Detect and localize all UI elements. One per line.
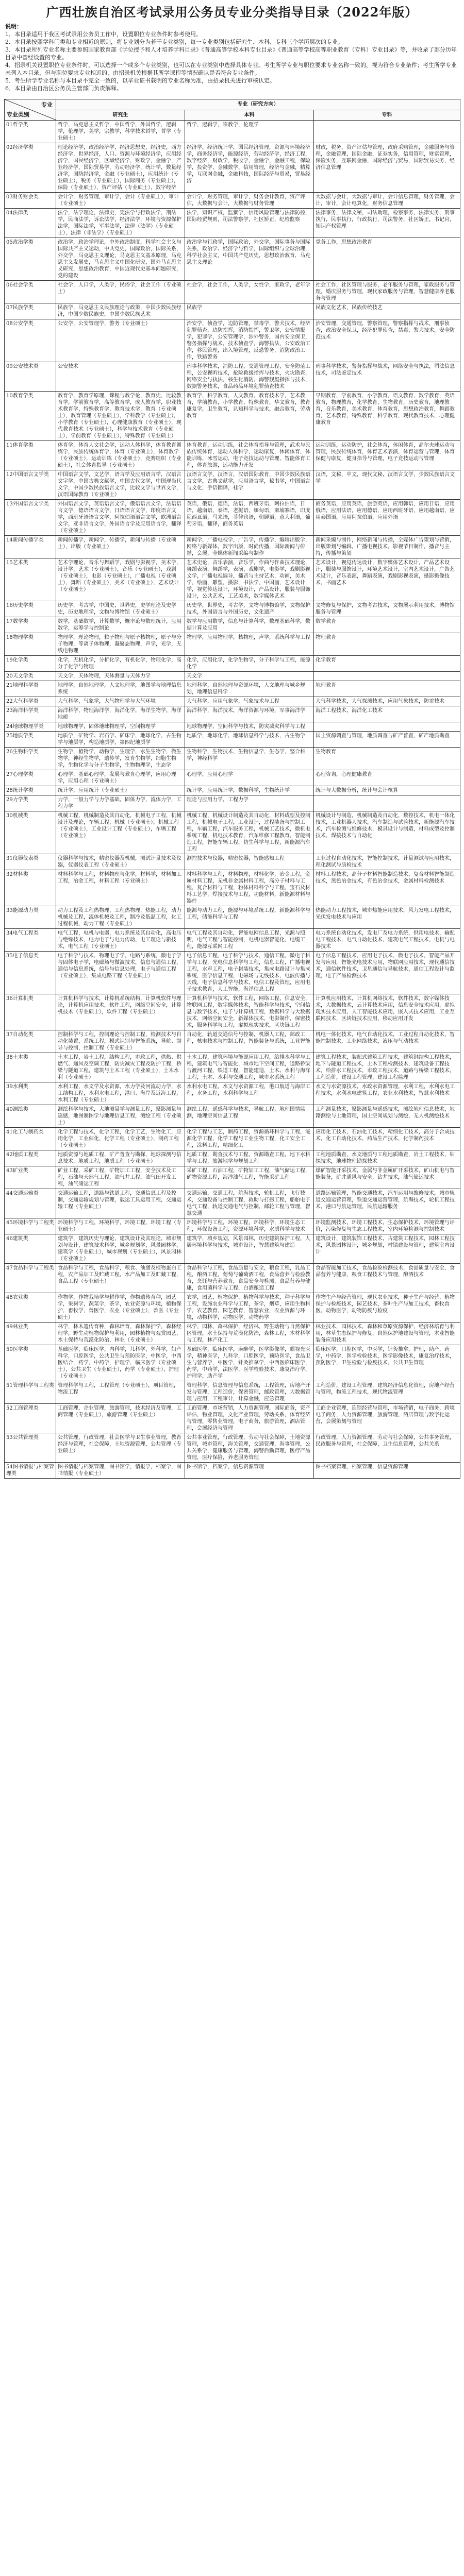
graduate-cell: 政治学，政治学理论，中外政治制度，科学社会主义与国际共产主义运动，中共党史，国际政治，国际关系，外交学，马克思主义理论，马克思主义基本原理，马克思主义发展史，马克思主义中国化研究，国外马克思主义研究，思想政治教育，中国近现代史基本问题研究，党的建设 [56,238,185,281]
table-row [5,633,460,656]
bachelor-cell: 体育教育，运动训练，社会体育指导与管理，武术与民族传统体育，运动人体科学，运动康复，休闲体育，体能训练，冰雪运动，电子竞技运动与管理，智能体育工程，体育旅游，运动能力开发 [185,441,314,470]
bachelor-cell: 化学工程与工艺，制药工程，资源循环科学与工程，能源化学工程，化学工程与工业生物工程，化工安全工程，涂料工程，精细化工 [185,1128,314,1150]
table-row [5,1404,460,1433]
bachelor-cell: 环境科学与工程，环境工程，环境科学，环境生态工程，环保设备工程，资源环境科学，水质科学与技术 [185,1218,314,1234]
table-row [5,656,460,672]
bachelor-cell: 经济学，经济统计学，国民经济管理，资源与环境经济学，商务经济学，能源经济，劳动经济学，经济工程，数字经济，财政学，税收学，金融学，金融工程，保险学，投资学，金融数学，信用管理，经济与金融，精算学，互联网金融，金融科技，国际经济与贸易，贸易经济 [185,143,314,193]
associate-cell: 新闻采编与制作，网络新闻与传播，全媒体广告策划与营销，出版策划与编辑，广播电视技术，影视节目制作，播音与主持，传播与策划 [314,536,460,558]
category-cell: 14新闻传播学类 [5,536,56,558]
graduate-cell: 化学，无机化学，分析化学，有机化学，物理化学，高分子化学与物理 [56,656,185,672]
category-cell: 32材料类 [5,870,56,906]
category-cell: 28统计学类 [5,786,56,795]
graduate-cell: 体育学，体育人文社会学，运动人体科学，体育教育训练学，民族传统体育学，体育（专业硕士），体育教学（专业硕士），运动训练（专业硕士），竞赛组织（专业硕士），社会体育指导（专业硕士） [56,441,185,470]
graduate-cell: 物理学，理论物理，粒子物理与原子核物理，原子与分子物理，等离子体物理，凝聚态物理，声学，光学，无线电物理 [56,633,185,656]
table-row [5,1053,460,1082]
category-cell: 30机械类 [5,811,56,854]
graduate-cell: 食品科学与工程，食品科学，粮食、油脂及植物蛋白工程，农产品加工及贮藏工程，水产品加工及贮藏工程，食品工程（专业硕士） [56,1264,185,1293]
table-row [5,362,460,392]
table-row [5,281,460,303]
table-row [5,732,460,748]
bachelor-cell: 农学，园艺，植物保护，植物科学与技术，种子科学与工程，设施农业科学与工程，茶学，烟草，应用生物科学，农艺教育，园艺教育，智慧农业，农业资源与环境，动物科学，动物医学，动物药学 [185,1293,314,1323]
category-cell: 39水利类 [5,1082,56,1105]
table-row [5,952,460,994]
bachelor-cell: 治安学，侦查学，边防管理，禁毒学，警犬技术，经济犯罪侦查，边防指挥，消防指挥，警卫学，公安情报学，犯罪学，公安管理学，涉外警务，国内安全保卫，警务指挥与战术，技术侦查学，海警执法，公安政治工作，移民管理，出入境管理，反恐警务，消防政治工作，铁路警务 [185,319,314,362]
table-row [5,870,460,906]
category-cell: 21地理科学类 [5,681,56,697]
header-associate: 专科 [314,110,460,121]
bachelor-cell: 电子信息工程，电子科学与技术，通信工程，微电子科学与工程，光电信息科学与工程，信息工程，广播电视工程，水声工程，电子封装技术，集成电路设计与集成系统，医学信息工程，电磁场与无线技术，电波传播与天线，电子信息科学与技术，电信工程及管理，应用电子技术教育，人工智能，海洋信息工程 [185,952,314,994]
table-row [5,319,460,362]
table-row [5,811,460,854]
category-cell: 46建筑类 [5,1234,56,1264]
category-cell: 53公共管理类 [5,1433,56,1463]
catalog-table [4,99,460,1479]
associate-cell: 文物修复与保护，文物考古技术，文物展示利用技术，博物馆服务与管理 [314,601,460,617]
bachelor-cell: 图书馆学，档案学，信息资源管理 [185,1463,314,1479]
table-row [5,1463,460,1479]
graduate-cell: 地质学，矿物学、岩石学、矿床学，地球化学，古生物学与地层学，构造地质学，第四纪地质学 [56,732,185,748]
associate-cell: 食品智能加工技术，食品检验检测技术，食品质量与安全，食品营养与健康，粮食工程技术与管理，酿酒技术 [314,1264,460,1293]
graduate-cell: 控制科学与工程，控制理论与控制工程，检测技术与自动化装置，系统工程，模式识别与智能系统，导航、制导与控制，控制工程（专业硕士） [56,1030,185,1053]
table-row [5,238,460,281]
associate-cell: 财政，税务，资产评估与管理，政府采购管理，金融服务与管理，金融管理，国际金融，证券实务，信用管理，财富管理，保险实务，互联网金融，国际经济与贸易，国际贸易实务，经济信息管理 [314,143,460,193]
table-row [5,929,460,952]
associate-cell: 法律事务，法律文秘，司法助理，检察事务，法律实务，刑事执行，民事执行，行政执行，司法警务，社区矫正，书记官，知识产权管理 [314,209,460,238]
bachelor-cell: 物理学，应用物理学，核物理，声学，系统科学与工程 [185,633,314,656]
table-header-row [5,99,460,110]
note-line: 3．本目录所列专业名称主要参照国家教育部《学位授予和人才培养学科目录》《普通高等学校本科专业目录》《普通高等学校高等职业教育（专科）专业目录》等，并收录了部分历年目录中曾经设置的专业。 [5,46,457,61]
associate-cell: 物理教育 [314,633,460,656]
bachelor-cell: 理论与应用力学，工程力学 [185,795,314,811]
associate-cell: 水文与水资源技术，水政水资源管理，水利工程，水利水电工程技术，水利水电建筑工程，农业水利技术，智慧水利技术 [314,1082,460,1105]
category-cell: 11体育学类 [5,441,56,470]
bachelor-cell: 心理学，应用心理学 [185,770,314,786]
associate-cell [314,795,460,811]
graduate-cell: 图书情报与档案管理，图书馆学，情报学，档案学，图书情报（专业硕士） [56,1463,185,1479]
graduate-cell: 化学工程与技术，化学工程，化学工艺，生物化工，应用化学，工业催化，化学工程（专业硕士），制药工程（专业硕士） [56,1128,185,1150]
category-cell: 09公安技术类 [5,362,56,392]
bachelor-cell: 社会学，社会工作，人类学，女性学，家政学，老年学 [185,281,314,303]
associate-cell: 化学教育 [314,656,460,672]
associate-cell: 艺术设计，视觉传达设计，数字媒体艺术设计，产品艺术设计，服装与服饰设计，环境艺术设计，室内艺术设计，广告艺术设计，音乐表演，舞蹈表演，戏剧影视表演，摄影摄像技术，书画艺术 [314,558,460,601]
table-row [5,1150,460,1166]
graduate-cell: 民族学，马克思主义民族理论与政策，中国少数民族经济，中国少数民族史，中国少数民族艺术 [56,303,185,319]
category-cell: 25地质学类 [5,732,56,748]
note-line: 6．本目录由自治区公务员主管部门负责解释。 [5,85,122,92]
graduate-cell: 工商管理，企业管理，旅游管理，技术经济及管理，工商管理（专业硕士），旅游管理（专业硕士） [56,1404,185,1433]
note-line: 2．本目录按照学科门类和专业相近的原则，将专业划分为若干专业类别，每一专业类别包括研究生、本科、专科三个学历层次的专业。 [5,39,343,45]
bachelor-cell: 大气科学，应用气象学，气象技术与工程 [185,697,314,706]
graduate-cell: 天文学，天体物理，天体测量与天体力学 [56,672,185,681]
graduate-cell: 矿业工程，采矿工程，矿物加工工程，安全技术及工程，石油与天然气工程，油气井工程，油气田开发工程，油气储运工程 [56,1166,185,1189]
note-line: 4．招录机关设置职位专业条件时，可以选择一个或多个专业类别，也可以在专业类别中选择具体专业。考生所学专业与职位要求专业名称一致的，视为符合专业条件；考生所学专业未列入本目录，但与职位要求专业相近的，由招录机关根据其所学课程等情况确认是否符合专业条件。 [5,62,457,76]
category-cell: 47食品科学与工程类 [5,1264,56,1293]
bachelor-cell: 天文学 [185,672,314,681]
bachelor-cell: 林学，园林，森林保护，经济林，野生动物与自然保护区管理，水土保持与荒漠化防治，森林工程，木材科学与工程，林产化工 [185,1323,314,1345]
graduate-cell: 土木工程，岩土工程，结构工程，市政工程，供热、供燃气、通风及空调工程，防灾减灾工程及防护工程，桥梁与隧道工程，建筑与土木工程（专业硕士），土木水利（专业硕士） [56,1053,185,1082]
table-row [5,1264,460,1293]
associate-cell: 建筑设计，建筑装饰工程技术，古建筑工程技术，园林工程技术，风景园林设计，城乡规划，村镇建设与管理，建筑室内设计 [314,1234,460,1264]
graduate-cell: 机械工程，机械制造及其自动化，机械电子工程，机械设计及理论，车辆工程，机械（专业硕士），机械工程（专业硕士），工业设计工程（专业硕士），车辆工程（专业硕士） [56,811,185,854]
category-cell: 05政治学类 [5,238,56,281]
bachelor-cell: 工商管理，市场营销，人力资源管理，国际商务，资产评估，物业管理，文化产业管理，劳动关系，体育经济与管理，零售业管理，电子商务，旅游管理，酒店管理，会展经济与管理 [185,1404,314,1433]
category-cell: 15艺术类 [5,558,56,601]
category-cell: 18物理学类 [5,633,56,656]
bachelor-cell: 管理科学，信息管理与信息系统，工程管理，房地产开发与管理，工程造价，保密管理，邮政管理，大数据管理与应用，工程审计，计算金融，应急管理 [185,1381,314,1404]
category-cell: 13外国语言文学类 [5,500,56,536]
category-cell: 06社会学类 [5,281,56,303]
bachelor-cell: 电气工程及其自动化，智能电网信息工程，光源与照明，电气工程与智能控制，电机电器智能化，电缆工程，能源互联网工程 [185,929,314,952]
associate-cell: 数学教育 [314,617,460,633]
category-cell: 43矿业类 [5,1166,56,1189]
table-row [5,1381,460,1404]
table-row [5,770,460,786]
catalog-body [5,121,460,1479]
graduate-cell: 统计学，应用统计（专业硕士） [56,786,185,795]
category-cell: 50医学类 [5,1345,56,1381]
bachelor-cell: 法学，知识产权，监狱学，信用风险管理与法律防控，国际经贸规则，司法警察学，社区矫正，纪检监察 [185,209,314,238]
table-row [5,854,460,870]
bachelor-cell: 水利水电工程，水文与水资源工程，港口航道与海岸工程，水务工程，水利科学与工程 [185,1082,314,1105]
category-cell: 41化工与制药类 [5,1128,56,1150]
table-row [5,1030,460,1053]
associate-cell: 海洋工程技术，海洋化工技术 [314,706,460,722]
associate-cell [314,722,460,732]
table-row [5,303,460,319]
graduate-cell: 作物学，作物栽培学与耕作学，作物遗传育种，园艺学，果树学，蔬菜学，茶学，农业资源与环境，植物保护，畜牧学，兽医学，农业（专业硕士），兽医（专业硕士） [56,1293,185,1323]
bachelor-cell: 汉语言文学，汉语言，汉语国际教育，中国少数民族语言文学，古典文献学，应用语言学，秘书学，中国语言与文化，手语翻译，桂学 [185,470,314,500]
graduate-cell: 法学，法学理论，法律史，宪法学与行政法学，刑法学，民商法学，诉讼法学，经济法学，环境与资源保护法学，国际法学，军事法学，法律（法学）（专业硕士），法律（非法学）（专业硕士） [56,209,185,238]
associate-cell: 统计与大数据分析，统计与会计核算 [314,786,460,795]
page-title: 广西壮族自治区考试录用公务员专业分类指导目录（2022年版） [46,5,418,20]
graduate-cell: 哲学，马克思主义哲学，中国哲学，外国哲学，逻辑学，伦理学，美学，宗教学，科学技术哲学，哲学（专业硕士） [56,121,185,143]
table-row [5,558,460,601]
table-row [5,601,460,617]
graduate-cell: 力学，一般力学与力学基础，固体力学，流体力学，工程力学 [56,795,185,811]
associate-cell: 机电一体化技术，电气自动化技术，工业过程自动化技术，智能控制技术，工业网络技术，液压与气动技术 [314,1030,460,1053]
bachelor-cell: 能源与动力工程，能源与环境系统工程，新能源科学与工程，储能科学与工程 [185,906,314,929]
graduate-cell: 心理学，基础心理学，发展与教育心理学，应用心理学，应用心理（专业硕士） [56,770,185,786]
associate-cell: 运动训练，运动防护，社会体育，休闲体育，高尔夫球运动与管理，民族传统体育，体育艺术表演，体育运营与管理，体育保健与康复，健身指导与管理，电子竞技运动与管理 [314,441,460,470]
table-row [5,470,460,500]
bachelor-cell: 公共事业管理，行政管理，劳动与社会保障，土地资源管理，城市管理，海关管理，交通管理，海事管理，公共关系学，健康服务与管理，海警后勤管理，医疗产品管理，医疗保险，养老服务管理 [185,1433,314,1463]
table-row [5,994,460,1030]
graduate-cell: 公共管理，行政管理，社会医学与卫生事业管理，教育经济与管理，社会保障，土地资源管理，公共管理（专业硕士） [56,1433,185,1463]
graduate-cell: 电气工程，电机与电器，电力系统及其自动化，高电压与绝缘技术，电力电子与电力传动，电工理论与新技术，电气工程（专业硕士） [56,929,185,952]
graduate-cell: 会计学，财务管理，审计学，会计（专业硕士），审计（专业硕士） [56,193,185,209]
diagonal-label-category: 专业类别 [7,111,29,118]
category-cell: 26生物科学类 [5,748,56,770]
graduate-cell: 生物学，植物学，动物学，生理学，水生生物学，微生物学，神经生物学，遗传学，发育生物学，细胞生物学，生物化学与分子生物学，生物物理学，生态学 [56,748,185,770]
category-cell: 12中国语言文学类 [5,470,56,500]
associate-cell: 国土资源调查与管理，地质调查与矿产普查，矿产地质勘查 [314,732,460,748]
table-row [5,786,460,795]
associate-cell: 工业过程自动化技术，智能控制技术，计量测试与应用技术，理化测试与质检技术 [314,854,460,870]
category-cell: 49林业类 [5,1323,56,1345]
associate-cell: 工商企业管理，连锁经营与管理，市场营销，电子商务，跨境电子商务，人力资源管理，旅游管理，酒店管理与数字化运营，会展策划与管理 [314,1404,460,1433]
notes-heading: 说明： [5,23,22,30]
bachelor-cell: 会计学，财务管理，审计学，财务会计教育，资产评估，大数据与会计，大数据与财务管理 [185,193,314,209]
associate-cell [314,672,460,681]
category-cell: 02经济学类 [5,143,56,193]
category-cell: 24地球物理学类 [5,722,56,732]
table-row [5,193,460,209]
graduate-cell: 测绘科学与技术，大地测量学与测量工程，摄影测量与遥感，地图制图学与地理信息工程，测绘工程（专业硕士） [56,1105,185,1128]
graduate-cell: 水利工程，水文学及水资源，水力学及河流动力学，水工结构工程，水利水电工程，港口、海岸及近海工程，水利工程（专业硕士） [56,1082,185,1105]
table-row [5,143,460,193]
category-cell: 17数学类 [5,617,56,633]
table-row [5,681,460,697]
graduate-cell: 中国语言文学，文艺学，语言学及应用语言学，汉语言文字学，中国古典文献学，中国古代文学，中国现当代文学，中国少数民族语言文学，比较文学与世界文学，汉语国际教育（专业硕士） [56,470,185,500]
associate-cell: 刑事科学技术，警务指挥与战术，网络安全与执法，司法信息技术，司法鉴定技术 [314,362,460,392]
category-cell: 44交通运输类 [5,1189,56,1218]
graduate-cell: 交通运输工程，道路与铁道工程，交通信息工程及控制，交通运输规划与管理，载运工具运用工程，交通运输工程（专业硕士） [56,1189,185,1218]
associate-cell: 地理教育 [314,681,460,697]
associate-cell: 机械设计与制造，机械制造及自动化，数控技术，机电一体化技术，工业机器人技术，汽车制造与试验技术，新能源汽车技术，汽车检测与维修技术，模具设计与制造，材料成型及控制技术，焊接技术与自动化 [314,811,460,854]
bachelor-cell: 艺术史论，音乐表演，音乐学，作曲与作曲技术理论，舞蹈表演，舞蹈学，表演，戏剧学，电影学，戏剧影视文学，广播电视编导，播音与主持艺术，动画，美术学，绘画，雕塑，摄影，书法学，中国画，艺术设计学，视觉传达设计，环境设计，产品设计，服装与服饰设计，公共艺术，工艺美术，数字媒体艺术 [185,558,314,601]
category-cell: 51管理科学与工程类 [5,1381,56,1404]
associate-cell: 林业技术，园林技术，森林和草原资源保护，经济林培育与利用，林草生态保护与修复，自然保护地建设与管理，木业智能装备应用技术 [314,1323,460,1345]
bachelor-cell: 计算机科学与技术，软件工程，网络工程，信息安全，物联网工程，数字媒体技术，智能科学与技术，空间信息与数字技术，电子与计算机工程，数据科学与大数据技术，网络空间安全，新媒体技术，电影制作，保密技术，服务科学与工程，虚拟现实技术，区块链工程 [185,994,314,1030]
table-row [5,500,460,536]
table-row [5,697,460,706]
table-row [5,1218,460,1234]
associate-cell: 图书档案管理，档案管理，信息资源管理 [314,1463,460,1479]
associate-cell: 党务工作，思想政治教育 [314,238,460,281]
graduate-cell: 大气科学，气象学，大气物理学与大气环境 [56,697,185,706]
bachelor-cell: 刑事科学技术，消防工程，交通管理工程，安全防范工程，公安视听技术，抢险救援指挥与技术，火灾勘查，网络安全与执法，核生化消防，海警舰艇指挥与技术，数据警务技术，食品药品环境犯罪侦查技术 [185,362,314,392]
bachelor-cell: 食品科学与工程，食品质量与安全，粮食工程，乳品工程，酿酒工程，葡萄与葡萄酒工程，食品营养与检验教育，烹饪与营养教育，食品安全与检测，食品营养与健康，食用菌科学与工程，白酒酿造工程 [185,1264,314,1293]
table-row [5,906,460,929]
bachelor-cell: 生物科学，生物技术，生物信息学，生态学，整合科学，神经科学 [185,748,314,770]
bachelor-cell: 地质学，地球化学，地球信息科学与技术，古生物学 [185,732,314,748]
associate-cell: 行政管理，人力资源管理，劳动与社会保障，公共事务管理，民政服务与管理，社会保障，卫生信息管理，公共关系 [314,1433,460,1463]
table-row [5,1323,460,1345]
graduate-cell: 动力工程及工程热物理，工程热物理，热能工程，动力机械及工程，流体机械及工程，制冷及低温工程，化工过程机械，动力工程（专业硕士） [56,906,185,929]
bachelor-cell: 英语，俄语，德语，法语，西班牙语，阿拉伯语，日语，越南语，泰语，老挝语，缅甸语，柬埔寨语，印度尼西亚语，马来语，菲律宾语，朝鲜语，意大利语，葡萄牙语，翻译，商务英语 [185,500,314,536]
graduate-cell: 地质资源与地质工程，矿产普查与勘探，地球探测与信息技术，地质工程，地质工程（专业硕士） [56,1150,185,1166]
header-graduate: 研究生 [56,110,185,121]
table-row [5,748,460,770]
graduate-cell: 历史学，考古学，中国史，世界史，史学理论及史学史，历史地理学，文物与博物馆（专业硕士） [56,601,185,617]
associate-cell: 大数据与会计，大数据与审计，会计信息管理，财务管理，会计，审计，会计电算化，财务信息管理 [314,193,460,209]
category-cell: 22大气科学类 [5,697,56,706]
bachelor-cell: 测绘工程，遥感科学与技术，导航工程，地理国情监测，地理空间信息工程 [185,1105,314,1128]
associate-cell: 商务英语，应用英语，旅游英语，应用韩语，应用日语，应用俄语，应用法语，应用德语，应用西班牙语，应用越南语，应用泰国语，应用阿拉伯语，应用外语 [314,500,460,536]
category-cell: 34电气工程类 [5,929,56,952]
category-cell: 20天文学类 [5,672,56,681]
table-row [5,706,460,722]
bachelor-cell: 土木工程，建筑环境与能源应用工程，给排水科学与工程，建筑电气与智能化，城市地下空间工程，道路桥梁与渡河工程，铁道工程，智能建造，土木、水利与海洋工程，土木、水利与交通工程，城市水系统工程 [185,1053,314,1082]
associate-cell: 电子信息工程技术，应用电子技术，微电子技术，智能产品开发与应用，智能光电技术应用，物联网应用技术，现代通信技术，通信软件技术，卫星通信与导航技术，通信工程设计与监理，电子产品检测技术 [314,952,460,994]
category-cell: 52工商管理类 [5,1404,56,1433]
category-cell: 16历史学类 [5,601,56,617]
graduate-cell: 外国语言文学，英语语言文学，俄语语言文学，法语语言文学，德语语言文学，日语语言文学，印度语言文学，西班牙语语言文学，阿拉伯语语言文学，欧洲语言文学，亚非语言文学，外国语言学及应用语言学，翻译（专业硕士） [56,500,185,536]
bachelor-cell: 建筑学，城乡规划，风景园林，历史建筑保护工程，人居环境科学与技术，城市设计，智慧建筑与建造 [185,1234,314,1264]
associate-cell: 计算机应用技术，计算机网络技术，软件技术，数字媒体技术，大数据技术，云计算技术应用，信息安全技术应用，虚拟现实技术应用，人工智能技术应用，嵌入式技术应用，工业互联网技术，区块链技术应用，移动应用开发 [314,994,460,1030]
associate-cell: 治安管理，交通管理，警察管理，警察指挥与战术，刑事侦查，政治安全保卫，经济犯罪侦查，禁毒，警犬技术，安全防范技术 [314,319,460,362]
associate-cell: 环境监测技术，环境工程技术，生态保护技术，环境管理与评价，污染修复与生态工程技术，室内环境检测与控制技术 [314,1218,460,1234]
associate-cell: 煤矿智能开采技术，金属与非金属矿开采技术，矿山机电与智能装备，矿井通风与安全，钻井技术，油气储运技术 [314,1166,460,1189]
bachelor-cell: 政治学与行政学，国际政治，外交学，国际事务与国际关系，政治学、经济学与哲学，国际组织与全球治理，科学社会主义，中国共产党历史，思想政治教育，马克思主义理论 [185,238,314,281]
category-cell: 54图书情报与档案管理类 [5,1463,56,1479]
graduate-cell: 公安技术 [56,362,185,392]
graduate-cell: 地理学，自然地理学，人文地理学，地图学与地理信息系统 [56,681,185,697]
graduate-cell: 基础医学，临床医学，内科学，儿科学，外科学，妇产科学，口腔医学，公共卫生与预防医学，中医学，中西医结合，药学，中药学，护理学，临床医学（专业硕士），公共卫生（专业硕士），药学（专业硕士），护理（专业硕士） [56,1345,185,1381]
bachelor-cell: 地球物理学，空间科学与技术，防灾减灾科学与工程 [185,722,314,732]
bachelor-cell: 材料科学与工程，材料物理，材料化学，冶金工程，金属材料工程，无机非金属材料工程，高分子材料与工程，复合材料与工程，粉体材料科学与工程，宝石及材料工艺学，焊接技术与工程，功能材料，新能源材料与器件 [185,870,314,906]
note-line: 5．考生所学专业名称与本目录不完全一致的，以毕业证书载明的专业名称为准，由招录机关进行审核认定。 [5,77,275,84]
bachelor-cell: 地质工程，勘查技术与工程，资源勘查工程，地下水科学与工程，旅游地学与规划工程 [185,1150,314,1166]
graduate-cell: 公安学，公安管理学，警务（专业硕士） [56,319,185,362]
table-row [5,672,460,681]
bachelor-cell: 海洋科学，海洋技术，海洋资源与环境，军事海洋学 [185,706,314,722]
bachelor-cell: 化学，应用化学，化学生物学，分子科学与工程，能源化学 [185,656,314,672]
table-row [5,1234,460,1264]
category-cell: 03财务财会类 [5,193,56,209]
graduate-cell: 教育学，教育学原理，课程与教学论，教育史，比较教育学，学前教育学，高等教育学，成人教育学，职业技术教育学，特殊教育学，教育技术学，教育（专业硕士），教育管理（专业硕士），学科教学（专业硕士），小学教育（专业硕士），心理健康教育（专业硕士），现代教育技术（专业硕士），科学与技术教育（专业硕士），学前教育（专业硕士），特殊教育（专业硕士） [56,392,185,441]
bachelor-cell: 哲学，逻辑学，宗教学，伦理学 [185,121,314,143]
bachelor-cell: 历史学，世界史，考古学，文物与博物馆学，文物保护技术，外国语言与外国历史，文化遗产 [185,601,314,617]
category-cell: 42地质工程类 [5,1150,56,1166]
graduate-cell: 数学，基础数学，计算数学，概率论与数理统计，应用数学，运筹学与控制论 [56,617,185,633]
table-row [5,536,460,558]
category-cell: 07民族学类 [5,303,56,319]
graduate-cell: 计算机科学与技术，计算机系统结构，计算机软件与理论，计算机应用技术，软件工程，网络空间安全，计算机技术（专业硕士），软件工程（专业硕士） [56,994,185,1030]
graduate-cell: 地球物理学，固体地球物理学，空间物理学 [56,722,185,732]
note-line: 1．本目录适用于我区考试录用公务员工作中，设置职位专业条件时参考使用。 [5,31,202,38]
graduate-cell: 艺术学理论，音乐与舞蹈学，戏剧与影视学，美术学，设计学，艺术（专业硕士），音乐（专业硕士），戏剧（专业硕士），电影（专业硕士），广播电视（专业硕士），舞蹈（专业硕士），美术（专业硕士），艺术设计（专业硕士） [56,558,185,601]
graduate-cell: 海洋科学，物理海洋学，海洋化学，海洋生物学，海洋地质 [56,706,185,722]
associate-cell: 汉语，文秘，中文，现代文秘，汉语言文学，少数民族语言文学 [314,470,460,500]
category-cell: 10教育学类 [5,392,56,441]
category-cell: 33能源动力类 [5,906,56,929]
associate-cell: 建筑工程技术，装配式建筑工程技术，建筑钢结构工程技术，地下与隧道工程技术，土木工程检测技术，建筑设备工程技术，给排水工程技术，市政工程技术，道路与桥梁工程技术，工程造价，建设工程管理，建设工程监理 [314,1053,460,1082]
associate-cell: 大气科学技术，大气探测技术，应用气象技术，防雷技术 [314,697,460,706]
table-row [5,1128,460,1150]
table-row [5,617,460,633]
bachelor-cell: 统计学，应用统计学，数据科学，生物统计学 [185,786,314,795]
table-row [5,1105,460,1128]
category-cell: 19化学类 [5,656,56,672]
graduate-cell: 管理科学与工程，工程管理（专业硕士），项目管理，物流工程 [56,1381,185,1404]
category-cell: 08公安学类 [5,319,56,362]
associate-cell: 心理咨询，心理健康教育 [314,770,460,786]
bachelor-cell: 采矿工程，石油工程，矿物加工工程，油气储运工程，矿物资源工程，海洋油气工程，智能采矿工程 [185,1166,314,1189]
associate-cell: 作物生产与经营管理，现代农业技术，种子生产与经营，植物保护与检疫技术，园艺技术，茶叶生产与加工技术，畜牧兽医，动物医学，动物防疫与检疫 [314,1293,460,1323]
bachelor-cell: 测控技术与仪器，精密仪器，智能感知工程 [185,854,314,870]
header-major: 专业（研究方向） [56,99,460,110]
associate-cell: 社会工作，社区管理与服务，老年服务与管理，家政服务与管理，婚庆服务与管理，现代家政服务与管理，智慧健康养老服务与管理 [314,281,460,303]
graduate-cell: 环境科学与工程，环境科学，环境工程，环境工程（专业硕士） [56,1218,185,1234]
table-row [5,1345,460,1381]
graduate-cell: 新闻传播学，新闻学，传播学，新闻与传播（专业硕士），出版（专业硕士） [56,536,185,558]
associate-cell: 民族文化艺术，民族传统技艺 [314,303,460,319]
associate-cell: 生物教育 [314,748,460,770]
table-row [5,1082,460,1105]
associate-cell: 材料工程技术，高分子材料智能制造技术，复合材料智能制造技术，黑色冶金技术，有色冶金技术，金属材料检测技术 [314,870,460,906]
graduate-cell: 理论经济学，政治经济学，经济思想史，经济史，西方经济学，世界经济，人口、资源与环境经济学，应用经济学，国民经济学，区域经济学，财政学，金融学，产业经济学，国际贸易学，劳动经济学，统计学，数量经济学，国防经济学，金融（专业硕士），应用统计（专业硕士），税务（专业硕士），国际商务（专业硕士），保险（专业硕士），资产评估（专业硕士），数字经济 [56,143,185,193]
associate-cell: 热能动力工程技术，城市热能应用技术，风力发电工程技术，光伏发电技术与应用 [314,906,460,929]
table-row [5,1433,460,1463]
category-cell: 27心理学类 [5,770,56,786]
category-cell: 23海洋科学类 [5,706,56,722]
header-bachelor: 本科 [185,110,314,121]
bachelor-cell: 自动化，轨道交通信号与控制，机器人工程，邮政工程，核电技术与控制工程，智能装备与系统，工业智能 [185,1030,314,1053]
graduate-cell: 电子科学与技术，物理电子学，电路与系统，微电子学与固体电子学，电磁场与微波技术，信息与通信工程，通信与信息系统，信号与信息处理，电子与通信工程（专业硕士），集成电路工程（专业硕士） [56,952,185,994]
bachelor-cell: 民族学 [185,303,314,319]
graduate-cell: 仪器科学与技术，精密仪器及机械，测试计量技术及仪器，仪器仪表工程（专业硕士） [56,854,185,870]
associate-cell: 道路运输管理，智能交通技术，汽车运用与维修技术，城市轨道交通运营管理，铁道交通运营管理，航海技术，轮机工程技术，港口与航运管理，民航运输服务 [314,1189,460,1218]
category-cell: 37自动化类 [5,1030,56,1053]
associate-cell: 工程地质勘查，水文地质与工程地质勘查，岩土工程技术，钻探技术，地球物理勘探技术 [314,1150,460,1166]
category-cell: 40测绘类 [5,1105,56,1128]
category-cell: 35电子信息类 [5,952,56,994]
category-cell: 31仪器仪表类 [5,854,56,870]
table-row [5,121,460,143]
graduate-cell: 材料科学与工程，材料物理与化学，材料学，材料加工工程，冶金工程，材料工程（专业硕士） [56,870,185,906]
associate-cell: 工程测量技术，摄影测量与遥感技术，测绘地理信息技术，地籍测绘与土地管理，国土空间规划与测绘，无人机测绘技术 [314,1105,460,1128]
bachelor-cell: 机械工程，机械设计制造及其自动化，材料成型及控制工程，机械电子工程，工业设计，过程装备与控制工程，车辆工程，汽车服务工程，机械工艺技术，微机电系统工程，机电技术教育，汽车维修工程教育，智能制造工程，智能车辆工程，仿生科学与工程，新能源汽车工程 [185,811,314,854]
table-row [5,1166,460,1189]
associate-cell: 临床医学，口腔医学，中医学，针灸推拿，护理，助产，药学，中药学，医学检验技术，医学影像技术，康复治疗技术，预防医学，卫生检验与检疫技术，公共卫生管理 [314,1345,460,1381]
table-row [5,1293,460,1323]
category-cell: 45环境科学与工程类 [5,1218,56,1234]
category-cell: 36计算机类 [5,994,56,1030]
category-cell: 48农业类 [5,1293,56,1323]
bachelor-cell: 教育学，科学教育，人文教育，教育技术学，艺术教育，学前教育，小学教育，特殊教育，华文教育，教育康复学，卫生教育，认知科学与技术，融合教育，劳动教育 [185,392,314,441]
table-row [5,722,460,732]
table-row [5,392,460,441]
graduate-cell: 建筑学，建筑历史与理论，建筑设计及其理论，城市规划与设计，建筑技术科学，城乡规划学，风景园林学，建筑学（专业硕士），城市规划（专业硕士），风景园林（专业硕士） [56,1234,185,1264]
associate-cell: 应用化工技术，石油化工技术，精细化工技术，高分子合成技术，化工自动化技术，药品生产技术，化学制药技术 [314,1128,460,1150]
table-row [5,209,460,238]
category-cell: 38土木类 [5,1053,56,1082]
graduate-cell: 社会学，人口学，人类学，民俗学，社会工作（专业硕士） [56,281,185,303]
associate-cell: 早期教育，学前教育，小学教育，语文教育，数学教育，英语教育，物理教育，化学教育，生物教育，历史教育，地理教育，音乐教育，美术教育，体育教育，思想政治教育，舞蹈教育，艺术教育，特殊教育，科学教育，现代教育技术，心理健康教育 [314,392,460,441]
category-cell: 29力学类 [5,795,56,811]
bachelor-cell: 新闻学，广播电视学，广告学，传播学，编辑出版学，网络与新媒体，数字出版，时尚传播，国际新闻与传播，会展，全媒体新闻采编与制作 [185,536,314,558]
table-row [5,1189,460,1218]
associate-cell: 电力系统自动化技术，发电厂及电力系统，供用电技术，输配电工程技术，电气自动化技术，建筑电气工程技术，电机与电器技术 [314,929,460,952]
bachelor-cell: 数学与应用数学，信息与计算科学，数理基础科学，数据计算及应用 [185,617,314,633]
diagonal-header-cell [5,99,56,121]
category-cell: 04法律类 [5,209,56,238]
bachelor-cell: 基础医学，临床医学，麻醉学，医学影像学，眼视光医学，精神医学，儿科学，口腔医学，预防医学，食品卫生与营养学，中医学，针灸推拿学，中西医临床医学，药学，中药学，法医学，医学检验技术，康复治疗学，护理学，助产学 [185,1345,314,1381]
table-subheader-row [5,110,460,121]
category-cell: 01哲学类 [5,121,56,143]
associate-cell [314,121,460,143]
associate-cell: 工程造价，建设工程管理，建筑经济信息化管理，房地产经营与管理，物流工程技术，现代物流管理 [314,1381,460,1404]
bachelor-cell: 交通运输，交通工程，航海技术，轮机工程，飞行技术，交通设备与控制工程，救助与打捞工程，船舶电子电气工程，轨道交通电气与控制，邮轮工程与管理，智慧交通 [185,1189,314,1218]
bachelor-cell: 地理科学，自然地理与资源环境，人文地理与城乡规划，地理信息科学 [185,681,314,697]
table-row [5,795,460,811]
notes-block [4,23,460,99]
diagonal-label-major: 专业 [41,101,53,108]
graduate-cell: 林学，林木遗传育种，森林培育，森林保护学，森林经理学，野生动植物保护与利用，园林植物与观赏园艺，水土保持与荒漠化防治，林业（专业硕士） [56,1323,185,1345]
table-row [5,441,460,470]
